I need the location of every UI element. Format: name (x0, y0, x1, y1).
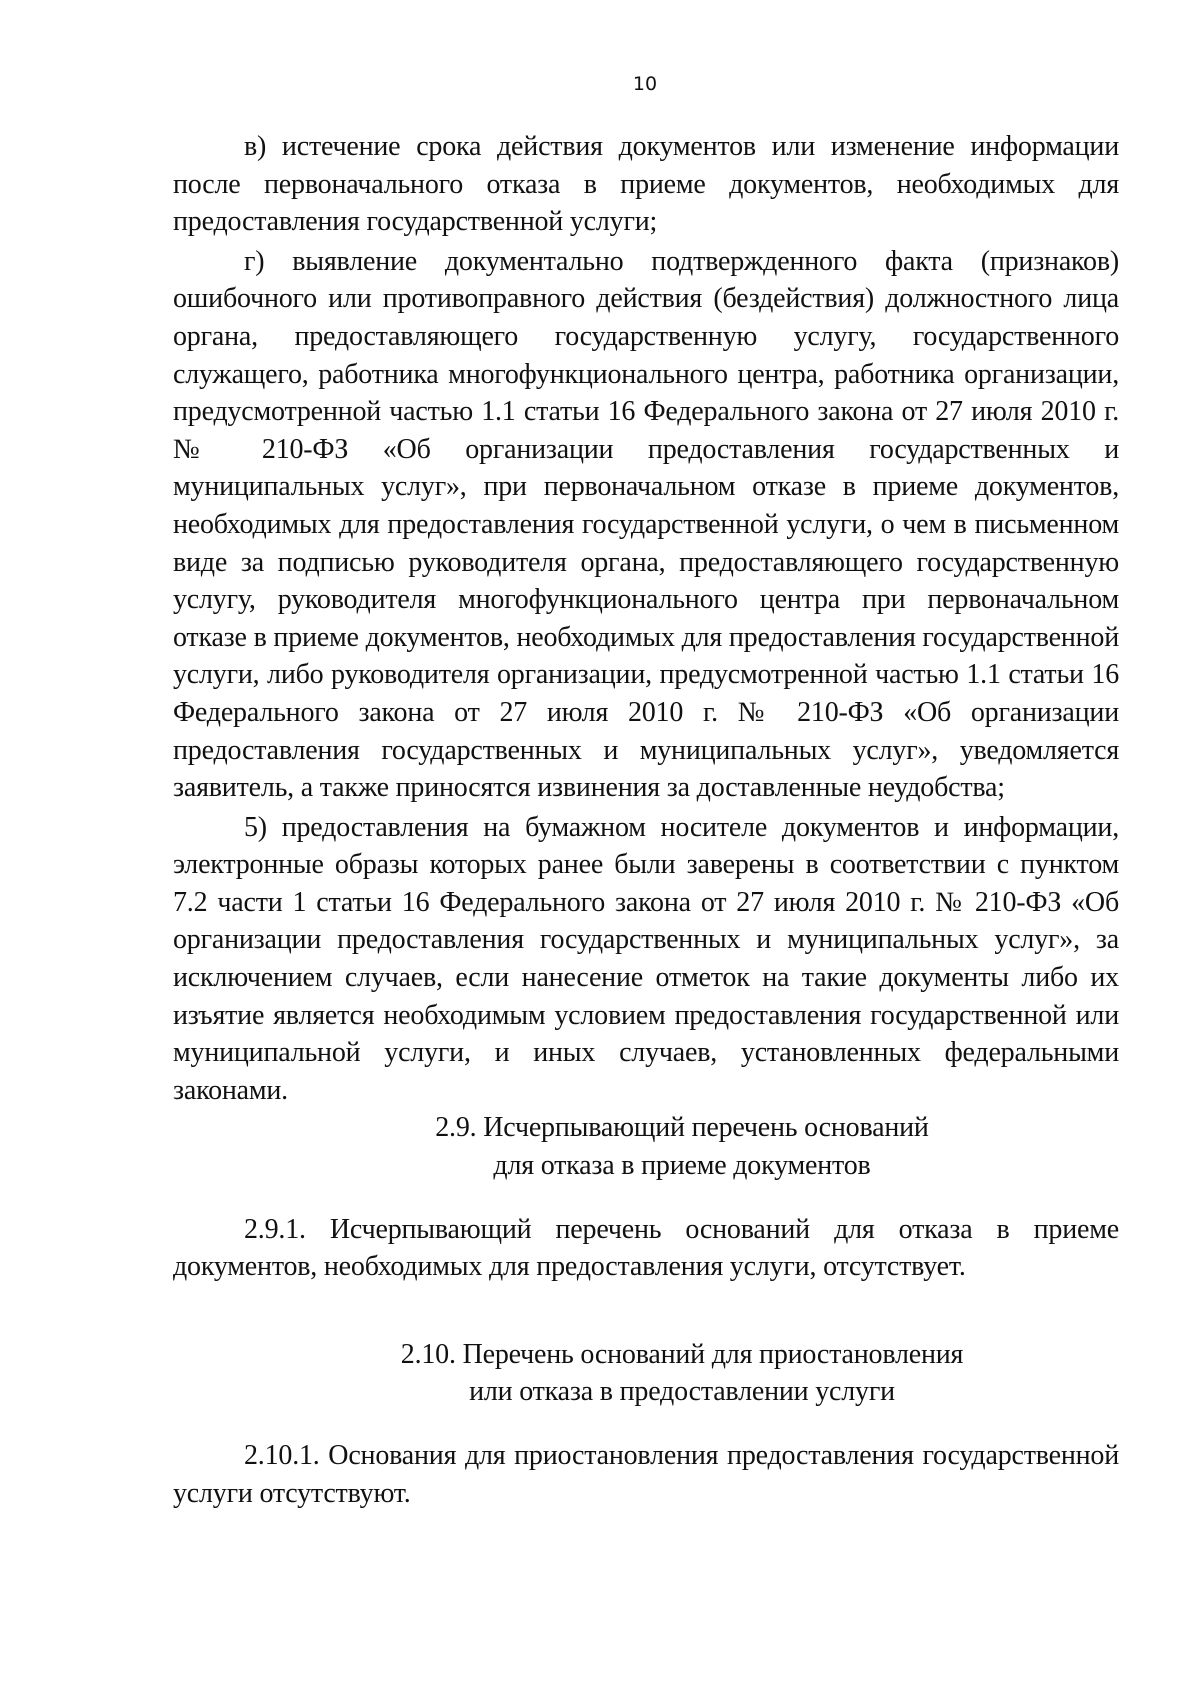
section-heading-2-9 (173, 1109, 1119, 1184)
spacer (173, 1286, 1119, 1336)
spacer (173, 1185, 1119, 1211)
paragraph-g: г) выявление документально подтвержденного факта (признаков) ошибочного или противоправного действия (бездействия) должностного лица органа, предоставляющего государственную услугу, государственного служащего, работника многофункционального центра, работника организации, предусмотренной частью 1.1 статьи 16 Федерального закона от 27 июля 2010 г. № 210-ФЗ «Об организации предоставления государственных и муниципальных услуг», при первоначальном отказе в приеме документов, необходимых для предоставления государственной услуги, о чем в письменном виде за подписью руководителя органа, предоставляющего государственную услугу, руководителя многофункционального центра при первоначальном отказе в приеме документов, необходимых для предоставления государственной услуги, либо руководителя организации, предусмотренной частью 1.1 статьи 16 Федерального закона от 27 июля 2010 г. № 210-ФЗ «Об организации предоставления государственных и муниципальных услуг», уведомляется заявитель, а также приносятся извинения за доставленные неудобства; (173, 245, 1119, 804)
paragraph-2-9-1: 2.9.1. Исчерпывающий перечень оснований для отказа в приеме документов, необходимых для предоставления услуги, отсутствует. (173, 1213, 1119, 1283)
paragraph-v: в) истечение срока действия документов или изменение информации после первоначального отказа в приеме документов, необходимых для предоставления государственной услуги; (173, 131, 1119, 238)
page-number: 10 (632, 73, 658, 95)
section-heading-2-9-line1: 2.9. Исчерпывающий перечень оснований (435, 1112, 929, 1144)
section-heading-2-10 (173, 1336, 1119, 1411)
spacer (173, 1411, 1119, 1437)
paragraph-5: 5) предоставления на бумажном носителе документов и информации, электронные образы которых ранее были заверены в соответствии с пунктом 7.2 части 1 статьи 16 Федерального закона от 27 июля 2010 г. № 210-ФЗ «Об организации предоставления государственных и муниципальных услуг», за исключением случаев, если нанесение отметок на такие документы либо их изъятие является необходимым условием предоставления государственной или муниципальной услуги, и иных случаев, установленных федеральными законами. (173, 811, 1119, 1106)
document-body (173, 128, 1119, 1512)
section-heading-2-10-line1: 2.10. Перечень оснований для приостановления (400, 1338, 964, 1370)
section-heading-2-10-line2: или отказа в предоставлении услуги (469, 1376, 895, 1408)
section-heading-2-9-line2: для отказа в приеме документов (493, 1150, 871, 1182)
paragraph-2-10-1: 2.10.1. Основания для приостановления предоставления государственной услуги отсутствуют. (173, 1440, 1119, 1509)
